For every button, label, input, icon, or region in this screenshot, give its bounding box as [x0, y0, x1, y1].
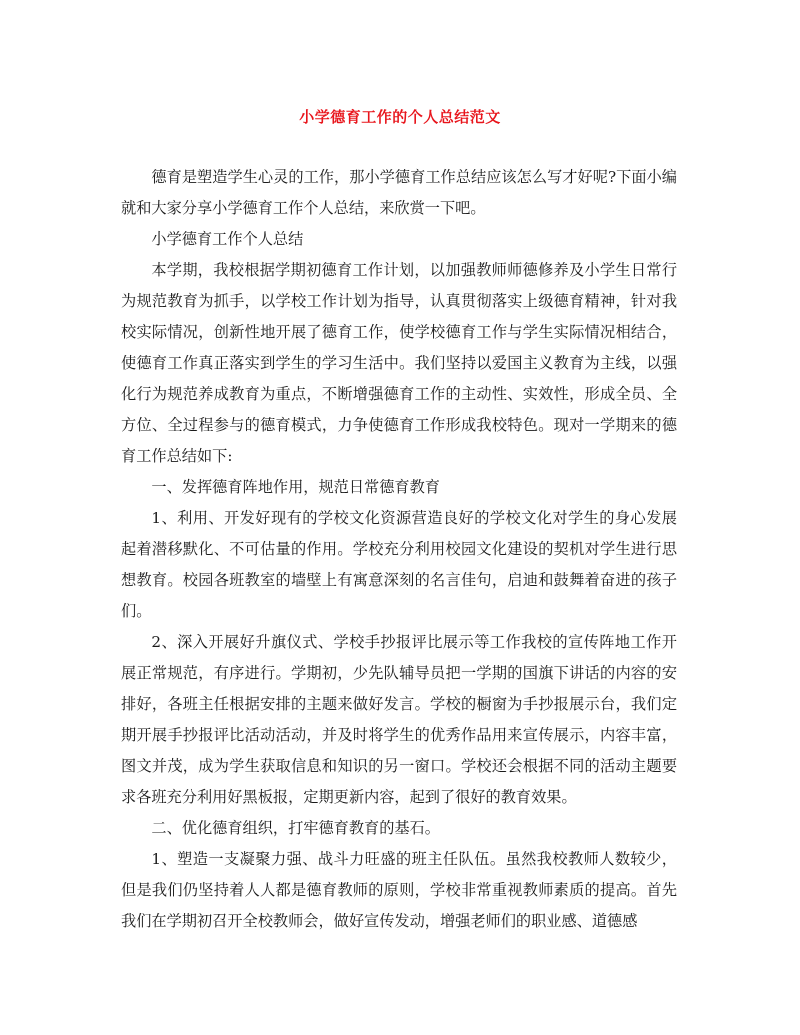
section-heading: 小学德育工作个人总结: [151, 230, 304, 248]
document-title: 小学德育工作的个人总结范文: [299, 108, 501, 126]
section-one-heading: 一、发挥德育阵地作用，规范日常德育教育: [151, 478, 440, 496]
section-two-heading: 二、优化德育组织，打牢德育教育的基石。: [151, 819, 440, 837]
section-one-item-2: 2、深入开展好升旗仪式、学校手抄报评比展示等工作我校的宣传阵地工作开展正常规范，有序进行。学期初，少先队辅导员把一学期的国旗下讲话的内容的安排好，各班主任根据安排的主题来做好发言。学校的橱窗为手抄报展示台，我们定期开展手抄报评比活动活动，并及时将学生的优秀作品用来宣传展示，内容丰富，图文并茂，成为学生获取信息和知识的另一窗口。学校还会根据不同的活动主题要求各班充分利用好黑板报，定期更新内容，起到了很好的教育效果。: [121, 633, 677, 806]
section-two-item-1: 1、塑造一支凝聚力强、战斗力旺盛的班主任队伍。虽然我校教师人数较少，但是我们仍坚持着人人都是德育教师的原则，学校非常重视教师素质的提高。首先我们在学期初召开全校教师会，做好宣传发动，增强老师们的职业感、道德感: [121, 850, 677, 930]
intro-paragraph: 德育是塑造学生心灵的工作，那小学德育工作总结应该怎么写才好呢?下面小编就和大家分享小学德育工作个人总结，来欣赏一下吧。: [121, 168, 677, 217]
section-one-item-1: 1、利用、开发好现有的学校文化资源营造良好的学校文化对学生的身心发展起着潜移默化、不可估量的作用。学校充分利用校园文化建设的契机对学生进行思想教育。校园各班教室的墙壁上有寓意深刻的名言佳句，启迪和鼓舞着奋进的孩子们。: [121, 509, 677, 620]
overview-paragraph: 本学期，我校根据学期初德育工作计划，以加强教师师德修养及小学生日常行为规范教育为抓手，以学校工作计划为指导，认真贯彻落实上级德育精神，针对我校实际情况，创新性地开展了德育工作，使学校德育工作与学生实际情况相结合，使德育工作真正落实到学生的学习生活中。我们坚持以爱国主义教育为主线，以强化行为规范养成教育为重点，不断增强德育工作的主动性、实效性，形成全员、全方位、全过程参与的德育模式，力争使德育工作形成我校特色。现对一学期来的德育工作总结如下:: [121, 261, 677, 465]
document-body: [121, 162, 677, 937]
